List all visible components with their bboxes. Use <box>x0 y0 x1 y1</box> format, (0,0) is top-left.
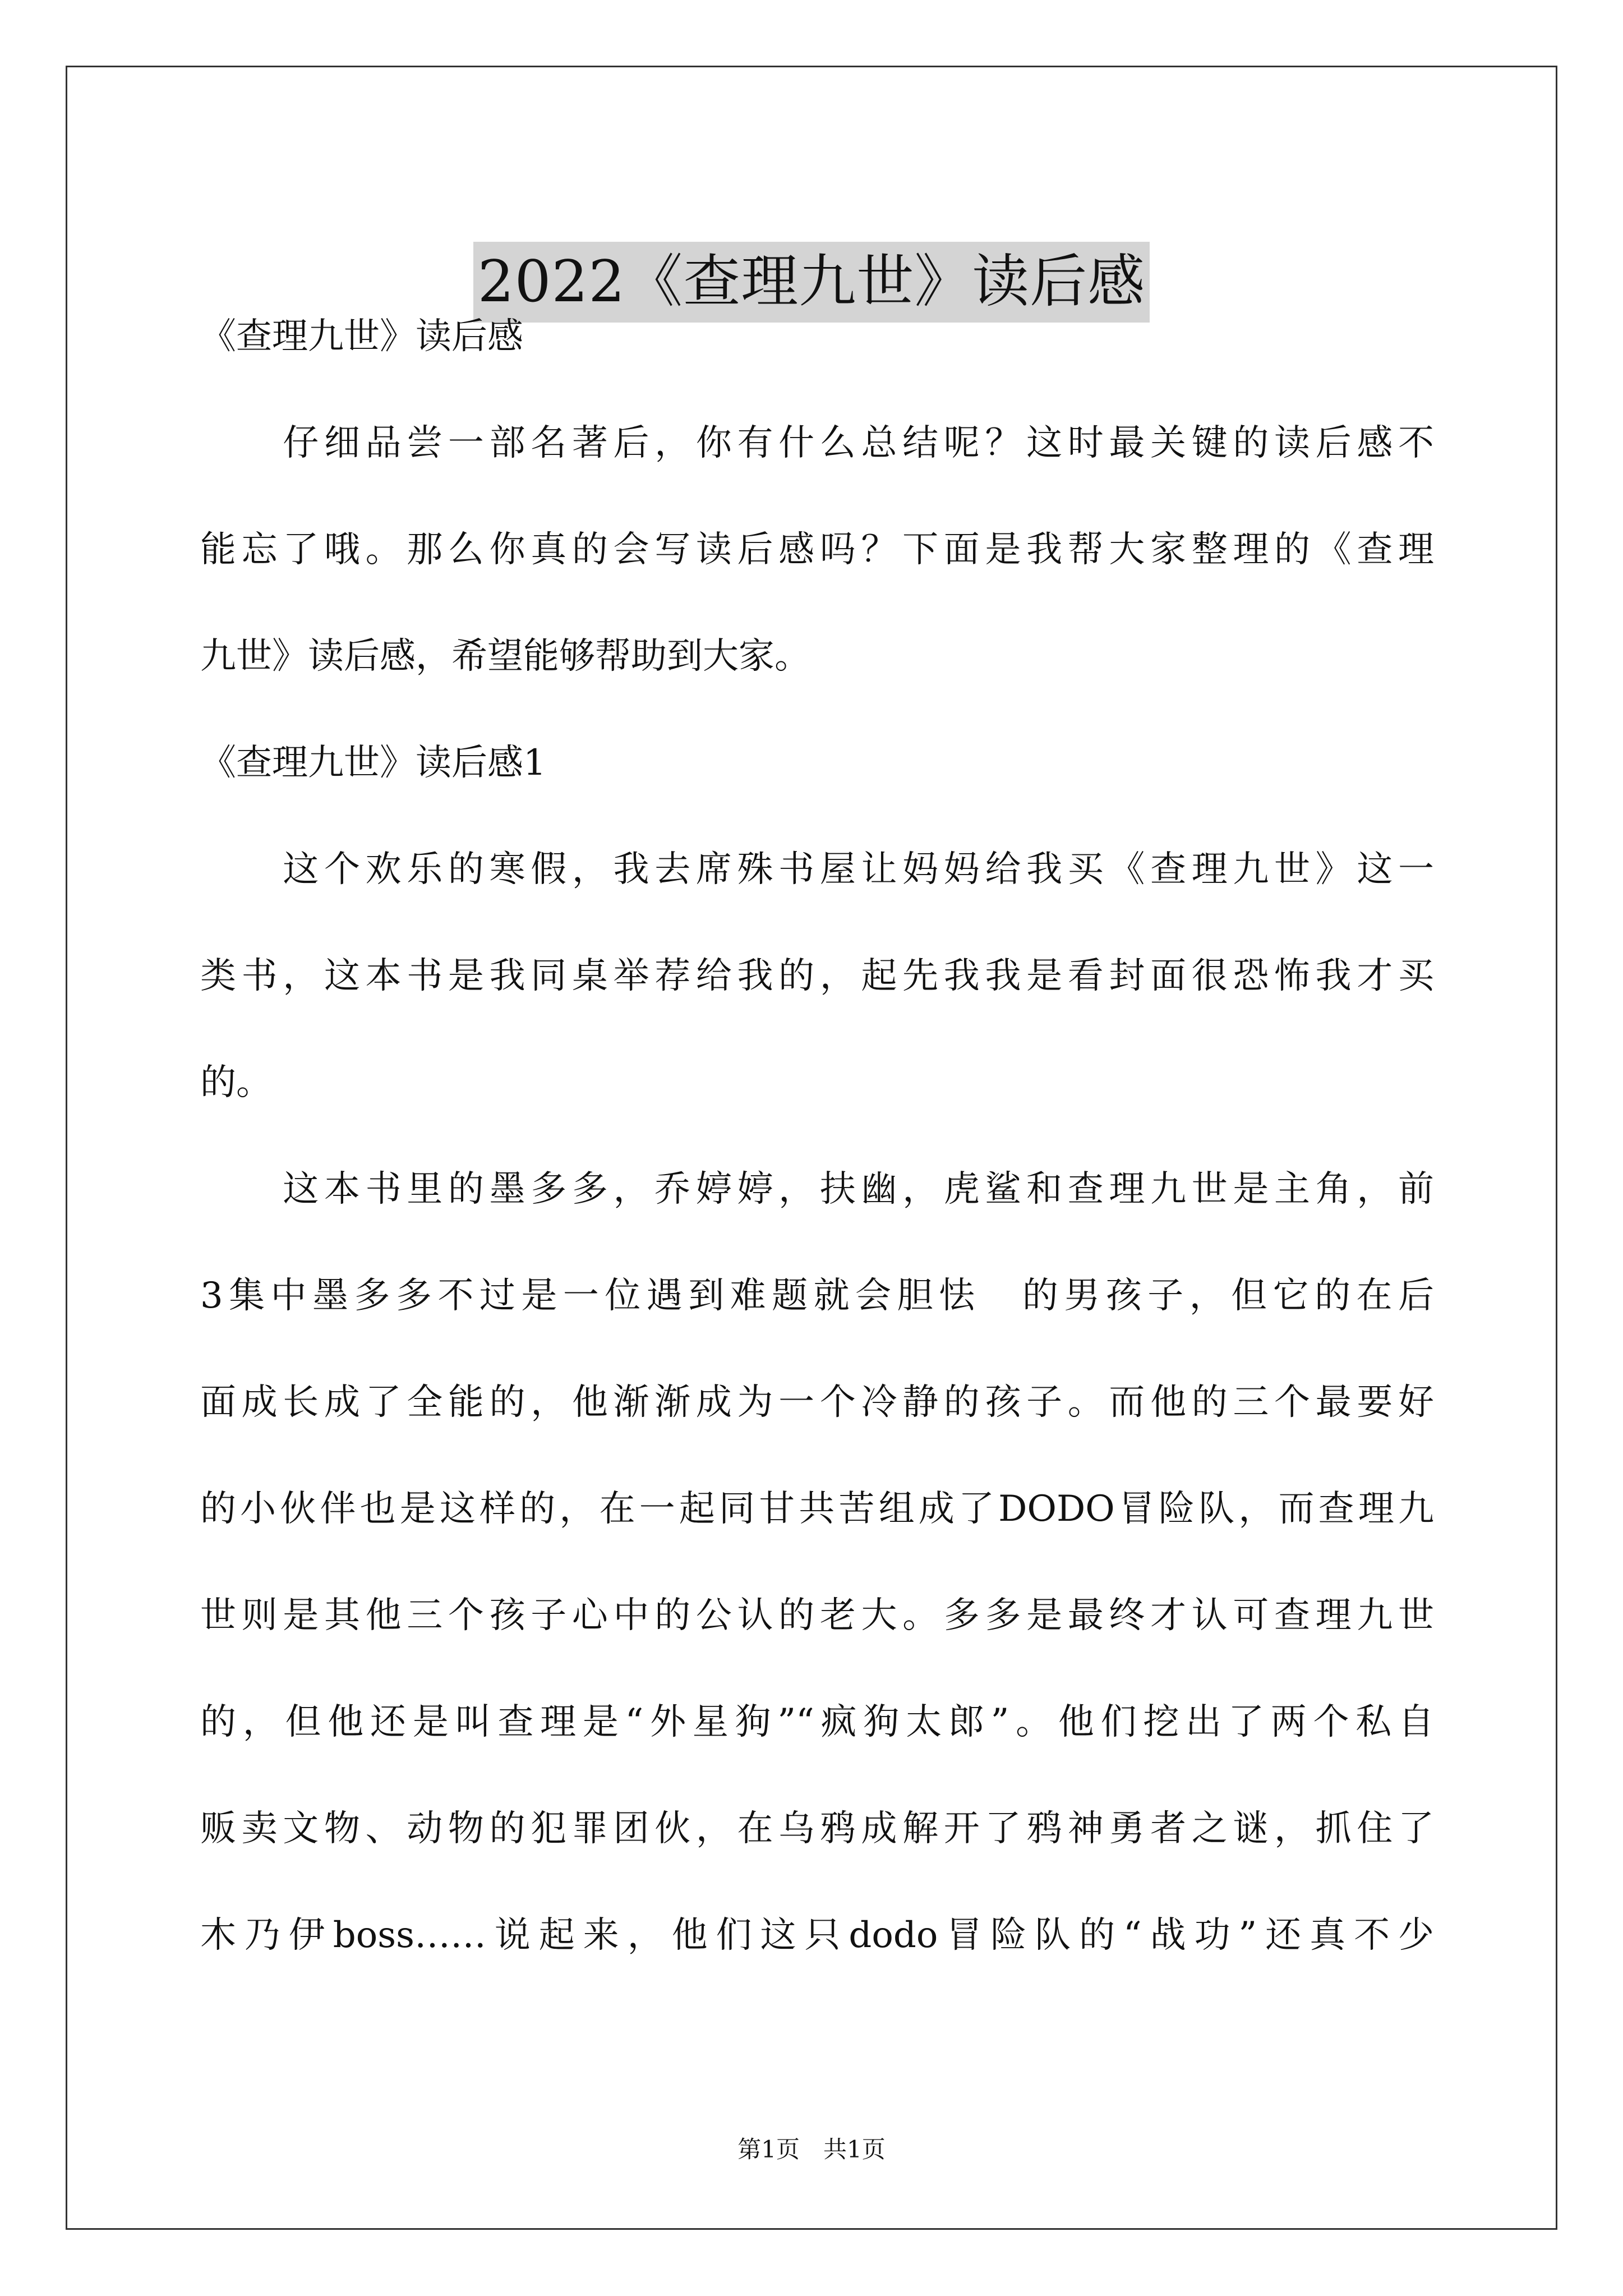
text-line: 类书，这本书是我同桌举荐给我的，起先我我是看封面很恐怖我才买 <box>200 955 1434 997</box>
document-title: 2022《查理九世》读后感 <box>473 242 1150 323</box>
page-border <box>66 66 1557 2230</box>
text-line: 的，但他还是叫查理是“外星狗”“疯狗太郎”。他们挖出了两个私自 <box>200 1701 1434 1743</box>
text-line: 能忘了哦。那么你真的会写读后感吗？下面是我帮大家整理的《查理 <box>200 529 1434 570</box>
text-line: 《查理九世》读后感1 <box>200 742 546 784</box>
text-line: 3集中墨多多不过是一位遇到难题就会胆怯 的男孩子，但它的在后 <box>200 1275 1434 1317</box>
text-line: 世则是其他三个孩子心中的公认的老大。多多是最终才认可查理九世 <box>200 1595 1434 1636</box>
page-footer: 第1页 共1页 <box>737 2136 886 2163</box>
text-line: 这个欢乐的寒假，我去席殊书屋让妈妈给我买《查理九世》这一 <box>200 849 1434 890</box>
text-line: 这本书里的墨多多，乔婷婷，扶幽，虎鲨和查理九世是主角，前 <box>200 1168 1434 1210</box>
text-line: 木乃伊boss……说起来，他们这只dodo冒险队的“战功”还真不少 <box>200 1915 1434 1956</box>
text-line: 贩卖文物、动物的犯罪团伙，在乌鸦成解开了鸦神勇者之谜，抓住了 <box>200 1808 1434 1849</box>
text-line: 的小伙伴也是这样的，在一起同甘共苦组成了DODO冒险队，而查理九 <box>200 1488 1434 1530</box>
text-line: 面成长成了全能的，他渐渐成为一个冷静的孩子。而他的三个最要好 <box>200 1382 1434 1423</box>
text-line: 九世》读后感，希望能够帮助到大家。 <box>200 636 810 677</box>
text-line: 的。 <box>200 1062 272 1103</box>
text-line: 《查理九世》读后感 <box>200 316 523 357</box>
text-line: 仔细品尝一部名著后，你有什么总结呢？这时最关键的读后感不 <box>200 422 1434 464</box>
